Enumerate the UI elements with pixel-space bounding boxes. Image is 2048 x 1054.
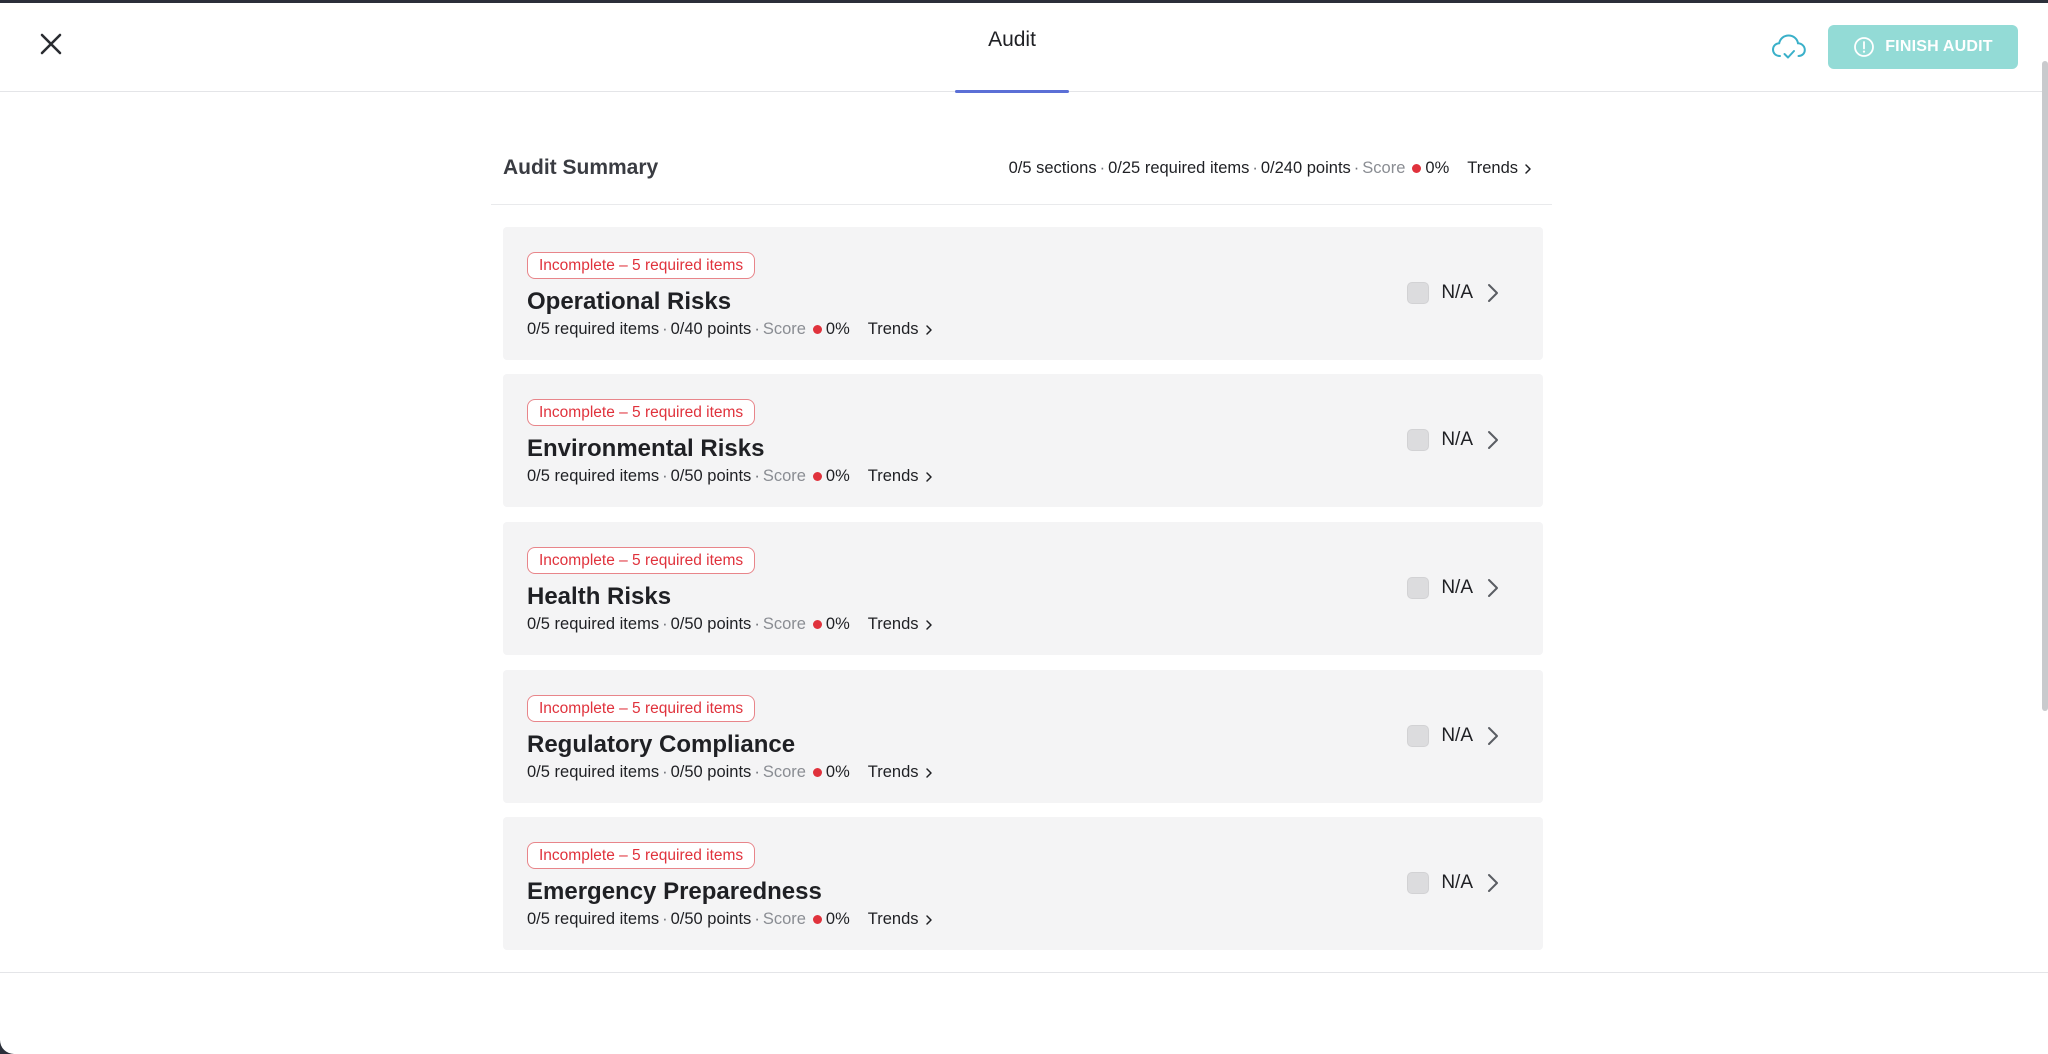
na-checkbox[interactable] xyxy=(1407,577,1429,599)
chevron-right-icon xyxy=(925,324,933,336)
score-value: 0% xyxy=(825,320,850,338)
audit-summary xyxy=(491,143,1552,205)
na-toggle xyxy=(1407,429,1499,451)
top-bar xyxy=(0,3,2048,92)
points-count: 0/50 points xyxy=(670,910,752,928)
section-title: Emergency Preparedness xyxy=(527,878,822,905)
required-items-count: 0/5 required items xyxy=(527,615,660,633)
trends-label: Trends xyxy=(867,910,919,928)
section-stats xyxy=(527,467,933,486)
section-title: Environmental Risks xyxy=(527,435,765,462)
points-count: 0/240 points xyxy=(1260,159,1351,177)
trends-label: Trends xyxy=(867,615,919,633)
section-title: Health Risks xyxy=(527,583,672,610)
score-value: 0% xyxy=(825,467,850,485)
scrollbar[interactable] xyxy=(2042,61,2048,711)
na-label: N/A xyxy=(1441,429,1473,450)
score-status-dot xyxy=(1412,164,1421,173)
points-count: 0/50 points xyxy=(670,467,752,485)
section-card-operational-risks[interactable] xyxy=(503,227,1543,360)
points-count: 0/50 points xyxy=(670,763,752,781)
separator: · xyxy=(1353,159,1360,177)
score-label: Score xyxy=(762,320,806,338)
na-label: N/A xyxy=(1441,577,1473,598)
separator: · xyxy=(662,320,668,338)
na-toggle xyxy=(1407,872,1499,894)
na-toggle xyxy=(1407,577,1499,599)
separator: · xyxy=(1252,159,1258,177)
audit-summary-title: Audit Summary xyxy=(503,156,659,179)
na-checkbox[interactable] xyxy=(1407,725,1429,747)
score-label: Score xyxy=(1362,159,1406,177)
open-section-button[interactable] xyxy=(1487,430,1499,450)
separator: · xyxy=(1099,159,1106,177)
trends-link[interactable] xyxy=(868,467,933,486)
open-section-button[interactable] xyxy=(1487,578,1499,598)
required-items-count: 0/5 required items xyxy=(527,320,660,338)
na-toggle xyxy=(1407,725,1499,747)
section-card-emergency-preparedness[interactable] xyxy=(503,817,1543,950)
na-label: N/A xyxy=(1441,282,1473,303)
trends-label: Trends xyxy=(867,763,919,781)
points-count: 0/40 points xyxy=(670,320,752,338)
open-section-button[interactable] xyxy=(1487,283,1499,303)
required-items-count: 0/5 required items xyxy=(527,763,660,781)
sections-count: 0/5 sections xyxy=(1008,159,1097,177)
required-items-count: 0/5 required items xyxy=(527,910,660,928)
trends-label: Trends xyxy=(867,467,919,485)
required-items-count: 0/25 required items xyxy=(1108,159,1250,177)
chevron-right-icon xyxy=(925,471,933,483)
chevron-right-icon xyxy=(925,914,933,926)
audit-summary-stats xyxy=(1009,159,1532,178)
section-stats xyxy=(527,910,933,929)
chevron-right-icon xyxy=(1487,726,1499,746)
section-stats xyxy=(527,615,933,634)
incomplete-badge: Incomplete – 5 required items xyxy=(527,252,755,279)
score-label: Score xyxy=(762,763,806,781)
separator: · xyxy=(754,763,760,781)
trends-label: Trends xyxy=(867,320,919,338)
score-label: Score xyxy=(762,910,806,928)
score-value: 0% xyxy=(825,910,850,928)
separator: · xyxy=(754,467,760,485)
cloud-sync-button[interactable] xyxy=(1771,32,1807,62)
incomplete-badge: Incomplete – 5 required items xyxy=(527,547,755,574)
footer-divider xyxy=(0,972,2048,973)
chevron-right-icon xyxy=(925,767,933,779)
incomplete-badge: Incomplete – 5 required items xyxy=(527,399,755,426)
separator: · xyxy=(662,615,668,633)
score-status-dot xyxy=(813,325,822,334)
separator: · xyxy=(662,763,668,781)
section-stats xyxy=(527,320,933,339)
incomplete-badge: Incomplete – 5 required items xyxy=(527,842,755,869)
trends-link[interactable] xyxy=(868,763,933,782)
points-count: 0/50 points xyxy=(670,615,752,633)
separator: · xyxy=(754,320,760,338)
chevron-right-icon xyxy=(1487,430,1499,450)
score-status-dot xyxy=(813,915,822,924)
separator: · xyxy=(662,910,668,928)
section-stats xyxy=(527,763,933,782)
score-status-dot xyxy=(813,472,822,481)
na-label: N/A xyxy=(1441,725,1473,746)
trends-link[interactable] xyxy=(1467,159,1532,178)
finish-audit-button[interactable] xyxy=(1828,25,2018,69)
close-button[interactable] xyxy=(36,29,66,59)
na-checkbox[interactable] xyxy=(1407,282,1429,304)
close-icon xyxy=(36,29,66,59)
score-label: Score xyxy=(762,615,806,633)
open-section-button[interactable] xyxy=(1487,873,1499,893)
chevron-right-icon xyxy=(1487,873,1499,893)
chevron-right-icon xyxy=(1524,163,1532,175)
section-title: Operational Risks xyxy=(527,288,732,315)
tab-audit[interactable] xyxy=(955,3,1069,92)
na-checkbox[interactable] xyxy=(1407,872,1429,894)
active-tab-indicator xyxy=(955,90,1069,93)
trends-link[interactable] xyxy=(868,320,933,339)
separator: · xyxy=(662,467,668,485)
score-status-dot xyxy=(813,768,822,777)
cloud-check-icon xyxy=(1771,32,1807,62)
chevron-right-icon xyxy=(1487,283,1499,303)
tab-audit-label: Audit xyxy=(988,28,1036,51)
separator: · xyxy=(754,910,760,928)
open-section-button[interactable] xyxy=(1487,726,1499,746)
score-label: Score xyxy=(762,467,806,485)
incomplete-badge: Incomplete – 5 required items xyxy=(527,695,755,722)
trends-link[interactable] xyxy=(868,910,933,929)
na-checkbox[interactable] xyxy=(1407,429,1429,451)
section-card-health-risks[interactable] xyxy=(503,522,1543,655)
section-card-environmental-risks[interactable] xyxy=(503,374,1543,507)
na-toggle xyxy=(1407,282,1499,304)
na-label: N/A xyxy=(1441,872,1473,893)
score-value: 0% xyxy=(1425,159,1450,177)
section-card-regulatory-compliance[interactable] xyxy=(503,670,1543,803)
chevron-right-icon xyxy=(1487,578,1499,598)
score-value: 0% xyxy=(825,615,850,633)
chevron-right-icon xyxy=(925,619,933,631)
separator: · xyxy=(754,615,760,633)
trends-link[interactable] xyxy=(868,615,933,634)
required-items-count: 0/5 required items xyxy=(527,467,660,485)
alert-circle-icon xyxy=(1853,36,1875,58)
score-value: 0% xyxy=(825,763,850,781)
finish-audit-label: FINISH AUDIT xyxy=(1885,38,1993,55)
section-title: Regulatory Compliance xyxy=(527,731,796,758)
app-frame xyxy=(0,3,2048,1054)
trends-label: Trends xyxy=(1467,159,1518,177)
score-status-dot xyxy=(813,620,822,629)
